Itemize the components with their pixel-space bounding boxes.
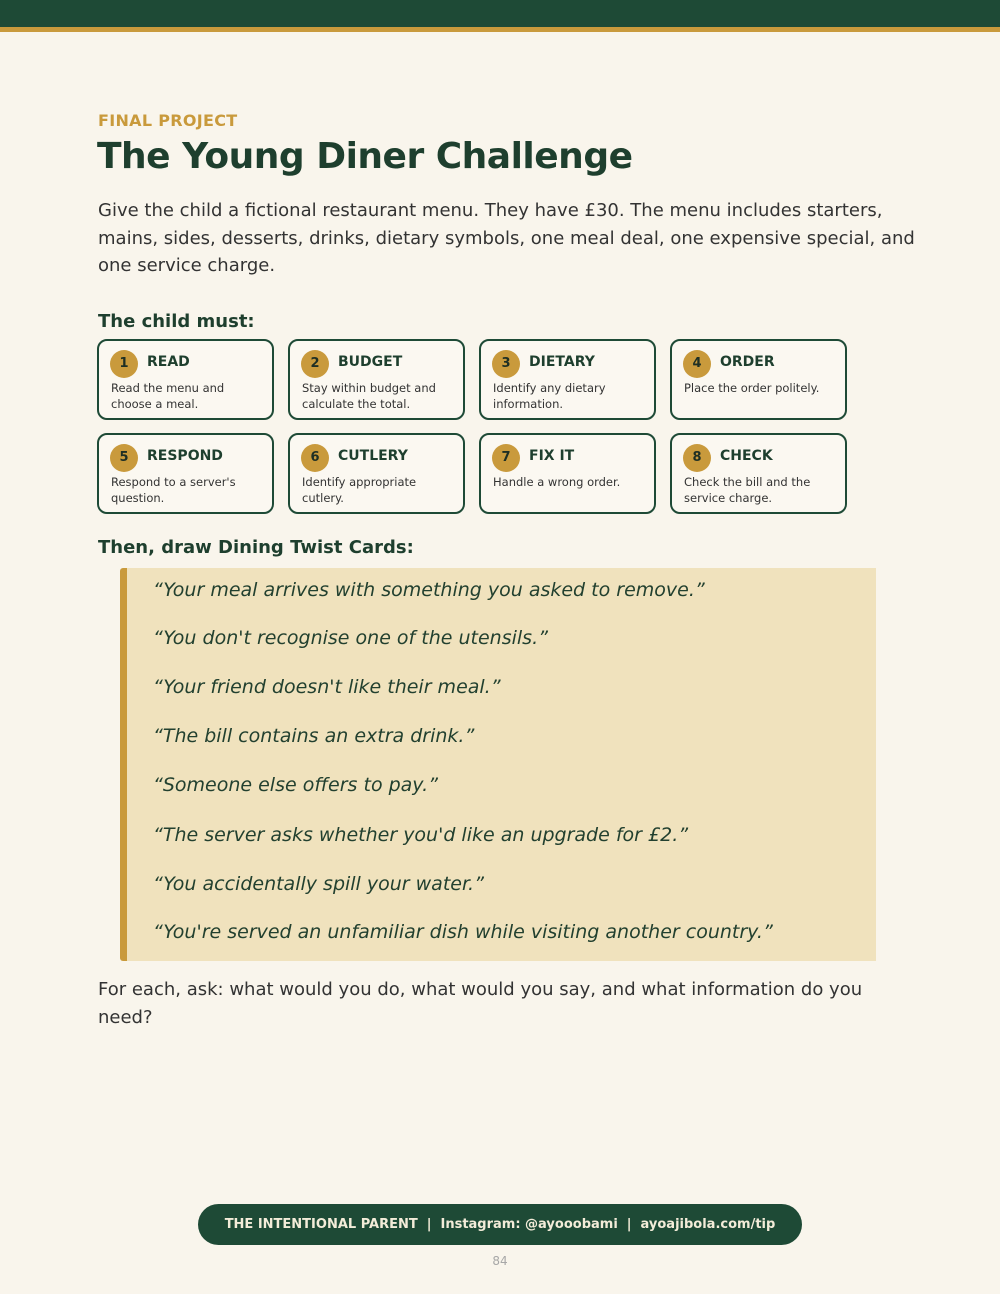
- top-accent-line: [0, 27, 1000, 32]
- footer-website: ayoajibola.com/tip: [640, 1217, 776, 1232]
- step-description: Place the order politely.: [684, 381, 820, 395]
- step-title: ORDER: [720, 354, 775, 370]
- outro-paragraph: For each, ask: what would you do, what would you say, and what information do you need?: [98, 979, 863, 1028]
- twist-heading: Then, draw Dining Twist Cards:: [98, 537, 414, 558]
- twist-card: “The server asks whether you'd like an upgrade for £2.”: [153, 824, 689, 846]
- step-description: Check the bill and the service charge.: [684, 475, 811, 505]
- step-card-budget: [288, 339, 465, 420]
- step-card-dietary: [479, 339, 656, 420]
- footer-separator: |: [626, 1217, 632, 1232]
- twist-card: “Your meal arrives with something you asked to remove.”: [153, 579, 705, 601]
- step-number-badge: 7: [492, 444, 520, 472]
- twist-cards-panel: [120, 568, 876, 961]
- step-number-badge: 6: [301, 444, 329, 472]
- twist-card: “You're served an unfamiliar dish while visiting another country.”: [153, 921, 773, 943]
- page-number: 84: [492, 1254, 508, 1268]
- step-title: DIETARY: [529, 354, 595, 370]
- twist-card: “Your friend doesn't like their meal.”: [153, 676, 501, 698]
- step-title: RESPOND: [147, 448, 223, 464]
- step-title: CUTLERY: [338, 448, 408, 464]
- twist-card: “Someone else offers to pay.”: [153, 774, 438, 796]
- step-description: Handle a wrong order.: [493, 475, 621, 489]
- step-number-badge: 2: [301, 350, 329, 378]
- section-eyebrow: FINAL PROJECT: [98, 111, 238, 130]
- step-number-badge: 8: [683, 444, 711, 472]
- step-description: Stay within budget and calculate the total.: [302, 381, 436, 411]
- steps-grid: [97, 339, 853, 519]
- step-number-badge: 4: [683, 350, 711, 378]
- step-card-respond: [97, 433, 274, 514]
- step-description: Identify any dietary information.: [493, 381, 606, 411]
- twist-card: “The bill contains an extra drink.”: [153, 725, 475, 747]
- step-card-order: [670, 339, 847, 420]
- footer-separator: |: [426, 1217, 432, 1232]
- step-title: READ: [147, 354, 190, 370]
- step-description: Read the menu and choose a meal.: [111, 381, 225, 411]
- step-title: FIX IT: [529, 448, 575, 464]
- step-number-badge: 3: [492, 350, 520, 378]
- step-description: Respond to a server's question.: [111, 475, 236, 505]
- step-card-check: [670, 433, 847, 514]
- intro-paragraph: Give the child a fictional restaurant menu. They have £30. The menu includes starters, mains, sides, desserts, drinks, dietary symbols, one meal deal, one expensive special, and one service charge.: [98, 200, 915, 276]
- footer-brand: THE INTENTIONAL PARENT: [224, 1217, 418, 1232]
- step-card-fix-it: [479, 433, 656, 514]
- must-heading: The child must:: [98, 311, 255, 332]
- twist-card: “You accidentally spill your water.”: [153, 873, 484, 895]
- page-title: The Young Diner Challenge: [97, 136, 633, 177]
- top-banner: [0, 0, 1000, 27]
- footer-banner: [198, 1204, 802, 1245]
- footer-instagram: Instagram: @ayooobami: [440, 1217, 618, 1232]
- step-card-cutlery: [288, 433, 465, 514]
- twist-card: “You don't recognise one of the utensils.”: [153, 627, 548, 649]
- step-number-badge: 1: [110, 350, 138, 378]
- step-title: CHECK: [720, 448, 773, 464]
- step-number-badge: 5: [110, 444, 138, 472]
- step-title: BUDGET: [338, 354, 403, 370]
- step-description: Identify appropriate cutlery.: [302, 475, 417, 505]
- step-card-read: [97, 339, 274, 420]
